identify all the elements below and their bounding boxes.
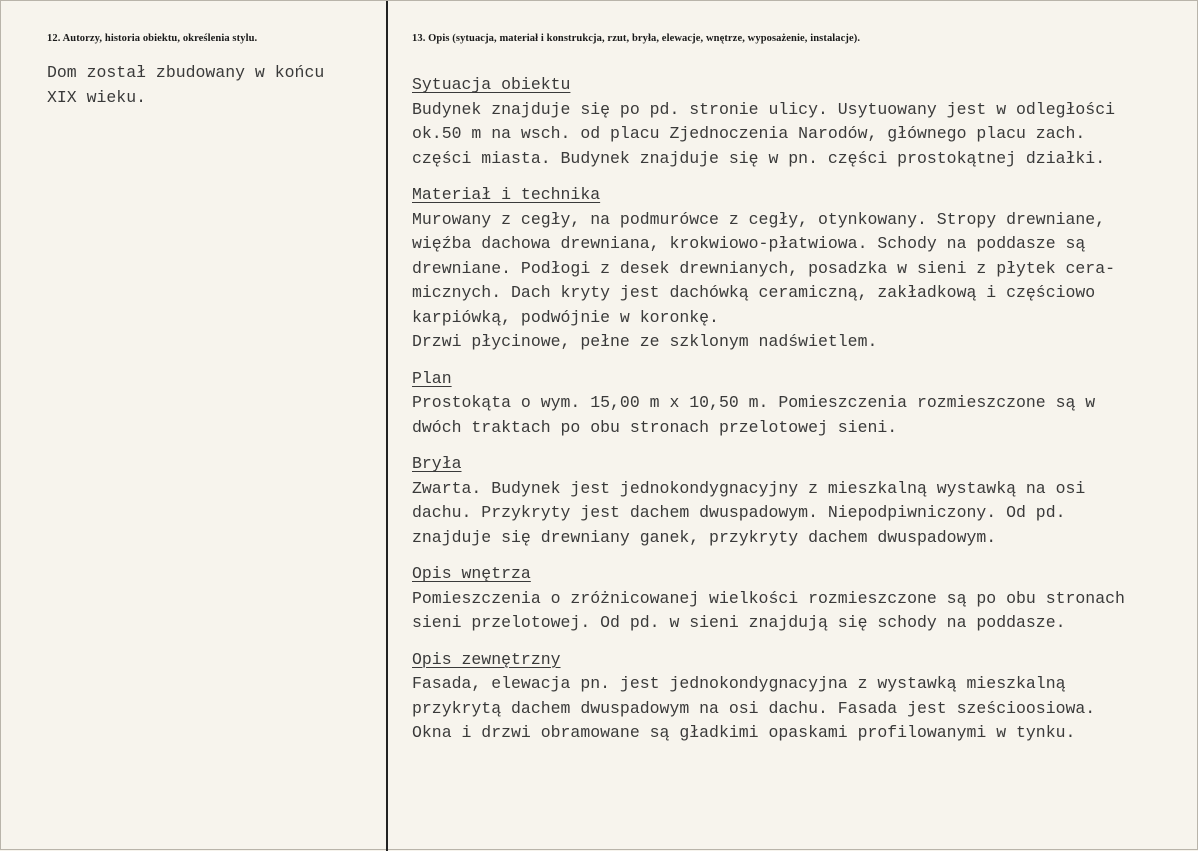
- section-body-zewnetrzny: Fasada, elewacja pn. jest jednokondygnacyjna z wystawką mieszkalną przykrytą dachem dwuspadowym na osi dachu. Fasada jest sześcioosiowa. Okna i drzwi obramowane są gładkimi opaskami profilowanymi w tynku.: [412, 674, 1096, 742]
- section-body-bryla: Zwarta. Budynek jest jednokondygnacyjny z mieszkalną wystawką na osi dachu. Przykryty jest dachem dwuspadowym. Niepodpiwniczony. Od pd. znajduje się drewniany ganek, przykryty dachem dwuspadowym.: [412, 478, 1086, 547]
- authors-history-column: [47, 31, 367, 110]
- section-wnetrze: [412, 562, 1172, 636]
- section-plan: [412, 367, 1172, 441]
- section-body-sytuacja: Budynek znajduje się po pd. stronie ulicy. Usytuowany jest w odległości ok.50 m na wsch. od placu Zjednoczenia Narodów, głównego placu zach. części miasta. Budynek znajduje się w pn. części prostokątnej działki.: [412, 99, 1116, 168]
- section-zewnetrzny: [412, 648, 1172, 746]
- section-title-bryla: Bryła: [412, 454, 462, 473]
- field-12-text: Dom został zbudowany w końcu XIX wieku.: [47, 63, 325, 107]
- column-divider: [386, 1, 388, 851]
- section-sytuacja: [412, 73, 1172, 171]
- section-title-wnetrze: Opis wnętrza: [412, 564, 531, 583]
- section-material: [412, 183, 1172, 355]
- section-bryla: [412, 452, 1172, 550]
- field-13-header: 13. Opis (sytuacja, materiał i konstrukcja, rzut, bryła, elewacje, wnętrze, wyposażenie, instalacje).: [412, 33, 861, 44]
- section-body-wnetrze: Pomieszczenia o zróżnicowanej wielkości rozmieszczone są po obu stronach sieni przelotowej. Od pd. w sieni znajdują się schody na poddasze.: [412, 588, 1125, 632]
- section-body-material: Murowany z cegły, na podmurówce z cegły, otynkowany. Stropy drewniane, więźba dachowa drewniana, krokwiowo-płatwiowa. Schody na poddasze są drewniane. Podłogi z desek drewnianych, posadzka w sieni z płytek cera- micznych. Dach kryty jest dachówką ceramiczną, zakładkową i częściowo karpiówką, podwójnie w koronkę. Drzwi płycinowe, pełne ze szklonym nadświetlem.: [412, 209, 1116, 351]
- description-column: [412, 31, 1172, 746]
- section-body-plan: Prostokąta o wym. 15,00 m x 10,50 m. Pomieszczenia rozmieszczone są w dwóch traktach po obu stronach przelotowej sieni.: [412, 393, 1096, 437]
- section-title-sytuacja: Sytuacja obiektu: [412, 75, 571, 94]
- section-title-zewnetrzny: Opis zewnętrzny: [412, 649, 561, 669]
- section-title-material: Materiał i technika: [412, 185, 601, 204]
- field-12-header: 12. Autorzy, historia obiektu, określenia stylu.: [47, 33, 258, 44]
- section-title-plan: Plan: [412, 368, 452, 388]
